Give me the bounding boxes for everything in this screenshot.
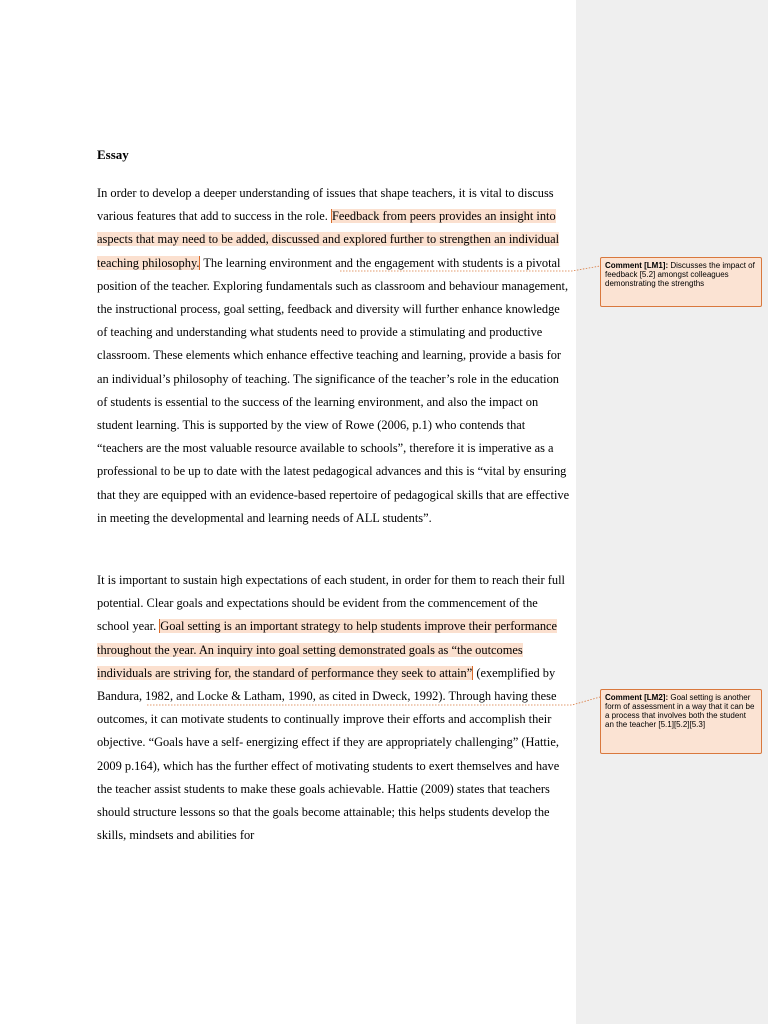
comment-lm2-text: Goal setting is another form of assessment in a way that it can be a process that involves both the student an the teacher [5.1][5.2][5.3] (605, 693, 755, 729)
paragraph-2-text-before: It is important to sustain high expectations of each student, in order for them to reach their full potential. Clear goals and expectations should be evident from the commencement of the school year. (97, 573, 565, 634)
comment-lm2-label: Comment [LM2]: (605, 693, 669, 702)
comment-lm1-text: Discusses the impact of feedback [5.2] amongst colleagues demonstrating the strengths (605, 261, 755, 288)
comment-anchor-lm1[interactable]: Feedback from peers provides an insight into aspects that may need to be added, discussed and explored further to strengthen an individual teaching philosophy. (97, 209, 560, 270)
comment-connector-lm2 (147, 697, 600, 705)
comment-connector-lm1 (340, 266, 600, 271)
comment-lm1[interactable] (600, 257, 762, 307)
comment-lm2[interactable] (600, 689, 762, 754)
paragraph-1-text-after: The learning environment and the engagement with students is a pivotal position of the teacher. Exploring fundamentals such as classroom and behaviour management, the instructional process, goal setting, feedback and diversity will further enhance knowledge of teaching and understanding what students need to provide a stimulating and productive classroom. These elements which enhance effective teaching and learning, provide a basis for an individual’s philosophy of teaching. The significance of the teacher’s role in the education of students is essential to the success of the learning environment, and also the impact on student learning. This is supported by the view of Rowe (2006, p.1) who contends that “teachers are the most valuable resource available to schools”, therefore it is imperative as a professional to be up to date with the latest pedagogical advances and this is “vital by ensuring that they are equipped with an evidence-based repertoire of pedagogical skills that are effective in meeting the developmental and learning needs of ALL students”. (97, 255, 570, 525)
comment-anchor-lm2[interactable]: Goal setting is an important strategy to help students improve their performance throughout the year. An inquiry into goal setting demonstrated goals as “the outcomes individuals are striving for, the standard of performance they seek to attain” (97, 619, 558, 680)
comment-lm1-label: Comment [LM1]: (605, 261, 669, 270)
paragraph-2-text-after: (exemplified by Bandura, 1982, and Locke & Latham, 1990, as cited in Dweck, 1992). Through having these outcomes, it can motivate students to continually improve their efforts and accomplish their objective. “Goals have a self- energizing effect if they are appropriately challenging” (Hattie, 2009 p.164), which has the further effect of motivating students to exert themselves and have the teacher assist students to make these goals achievable. Hattie (2009) states that teachers should structure lessons so that the goals become attainable; this helps students develop the skills, mindsets and abilities for (97, 665, 560, 843)
document-title: Essay (97, 147, 129, 162)
paragraph-1-text-before: In order to develop a deeper understanding of issues that shape teachers, it is vital to discuss various features that add to success in the role. (97, 186, 554, 224)
